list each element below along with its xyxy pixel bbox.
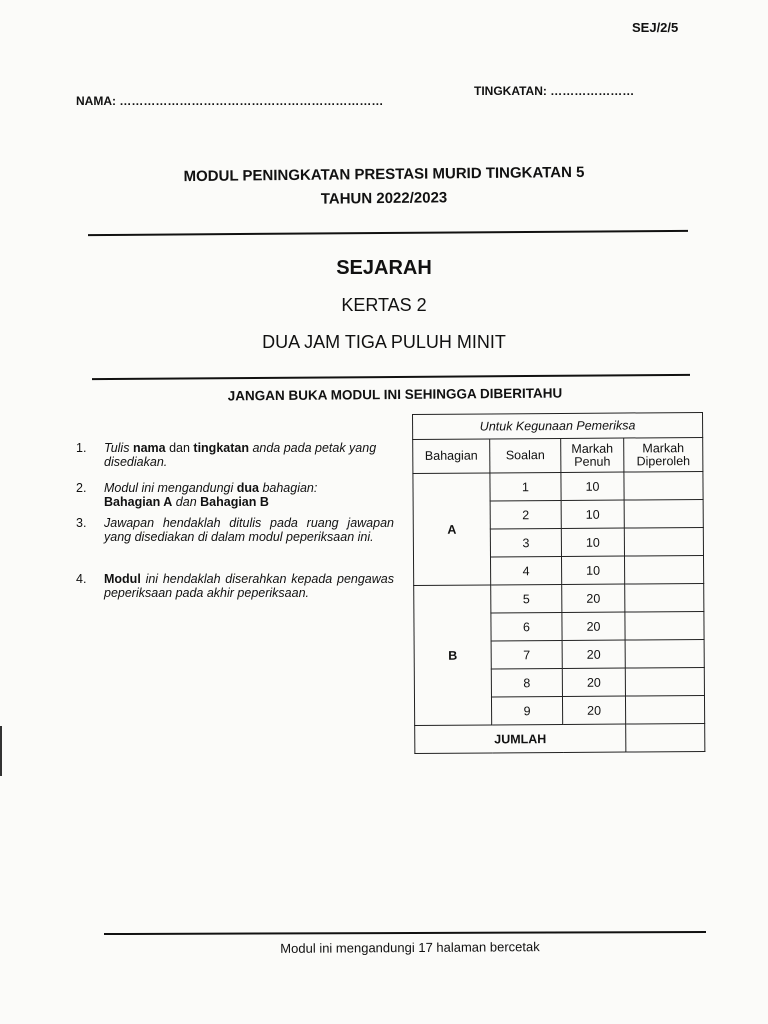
total-marks-cell[interactable]: [626, 723, 705, 752]
header-markah-diperoleh: Markah Diperoleh: [624, 437, 703, 472]
paper-code: SEJ/2/5: [632, 20, 679, 35]
question-number: 3: [490, 528, 561, 556]
full-marks: 20: [562, 612, 625, 640]
full-marks: 20: [562, 668, 625, 696]
question-number: 5: [491, 584, 562, 612]
question-number: 6: [491, 612, 562, 640]
full-marks: 10: [561, 472, 624, 500]
full-marks: 10: [561, 528, 624, 556]
instruction-4: 4. Modul ini hendaklah diserahkan kepada pengawas peperiksaan pada akhir peperiksaan.: [76, 572, 394, 600]
marks-obtained-cell[interactable]: [624, 499, 703, 528]
divider: [104, 931, 706, 935]
scan-edge-mark: [0, 726, 2, 776]
header-markah-penuh: Markah Penuh: [561, 438, 624, 472]
header-soalan: Soalan: [490, 438, 561, 472]
form-field[interactable]: TINGKATAN: …………………: [474, 84, 635, 98]
instruction-3: 3. Jawapan hendaklah ditulis pada ruang jawapan yang disediakan di dalam modul peperiksaan ini.: [76, 516, 394, 544]
divider: [88, 230, 688, 236]
subject-name: SEJARAH: [336, 257, 432, 279]
full-marks: 10: [561, 500, 624, 528]
marks-obtained-cell[interactable]: [624, 527, 703, 556]
marks-obtained-cell[interactable]: [625, 695, 704, 724]
marks-obtained-cell[interactable]: [625, 667, 704, 696]
full-marks: 20: [562, 584, 625, 612]
question-number: 4: [490, 556, 561, 584]
section-b: B: [414, 585, 492, 726]
marks-obtained-cell[interactable]: [624, 555, 703, 584]
header-bahagian: Bahagian: [413, 439, 490, 474]
marks-obtained-cell[interactable]: [625, 639, 704, 668]
page-count-note: Modul ini mengandungi 17 halaman bercetak: [280, 939, 540, 956]
module-year: TAHUN 2022/2023: [320, 189, 448, 208]
paper-number: KERTAS 2: [341, 295, 427, 315]
table-title: Untuk Kegunaan Pemeriksa: [413, 412, 703, 439]
question-number: 2: [490, 500, 561, 528]
question-number: 7: [491, 640, 562, 668]
marks-obtained-cell[interactable]: [624, 471, 703, 500]
table-row: [414, 583, 704, 613]
question-number: 8: [491, 668, 562, 696]
name-field[interactable]: NAMA: …………………………………………………………: [76, 94, 384, 108]
divider: [92, 374, 690, 380]
total-label: JUMLAH: [415, 724, 626, 753]
section-a: A: [413, 473, 491, 586]
instruction-1: 1. Tulis nama dan tingkatan anda pada petak yang disediakan.: [76, 441, 377, 469]
module-title: MODUL PENINGKATAN PRESTASI MURID TINGKATAN 5: [183, 163, 585, 186]
examiner-table: [412, 412, 705, 754]
warning-text: JANGAN BUKA MODUL INI SEHINGGA DIBERITAHU: [227, 385, 563, 404]
question-number: 9: [491, 696, 562, 724]
instruction-2: 2. Modul ini mengandungi dua bahagian: Bahagian A dan Bahagian B: [76, 481, 318, 509]
question-number: 1: [490, 472, 561, 500]
marks-obtained-cell[interactable]: [625, 583, 704, 612]
full-marks: 20: [562, 696, 625, 724]
table-row: [413, 471, 703, 501]
marks-obtained-cell[interactable]: [625, 611, 704, 640]
full-marks: 10: [561, 556, 624, 584]
exam-duration: DUA JAM TIGA PULUH MINIT: [262, 332, 506, 352]
full-marks: 20: [562, 640, 625, 668]
total-row: [415, 723, 705, 753]
